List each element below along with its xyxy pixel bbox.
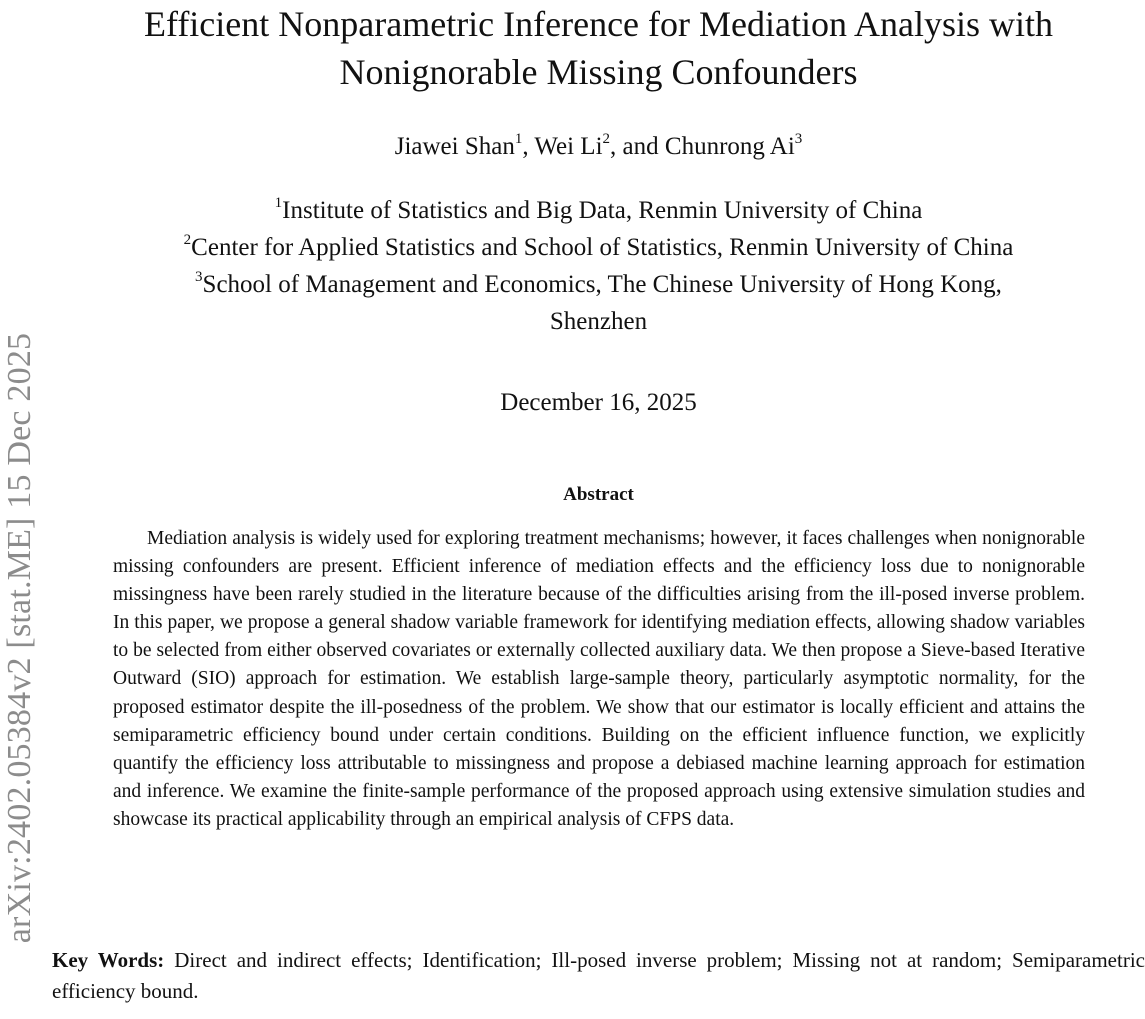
author-separator: , <box>522 133 535 160</box>
keywords-label: Key Words: <box>52 948 165 972</box>
arxiv-identifier-text: arXiv:2402.05384v2 [stat.ME] 15 Dec 2025 <box>1 332 38 944</box>
affiliation-continuation: Shenzhen <box>549 308 648 335</box>
paper-title-line-2: Nonignorable Missing Confounders <box>339 52 858 92</box>
affiliation-text: Center for Applied Statistics and School of Statistics, Renmin University of China <box>191 234 1014 261</box>
affiliation-number: 1 <box>274 195 283 211</box>
affiliation-list <box>52 192 1145 340</box>
affiliation-marker: 2 <box>602 131 611 147</box>
author-name: Wei Li <box>534 133 603 160</box>
paper-title <box>52 0 1145 96</box>
affiliation-number: 3 <box>195 269 203 285</box>
abstract-text: Mediation analysis is widely used for exploring treatment mechanisms; however, it faces challenges when nonignorable missing confounders are present. Efficient inference of mediation effects and the efficiency loss due to nonignorable missingness have been rarely studied in the literature because of the difficulties arising from the ill-posed inverse problem. In this paper, we propose a general shadow variable framework for identifying mediation effects, allowing shadow variables to be selected from either observed covariates or externally collected auxiliary data. We then propose a Sieve-based Iterative Outward (SIO) approach for estimation. We establish large-sample theory, particularly asymptotic normality, for the proposed estimator despite the ill-posedness of the problem. We show that our estimator is locally efficient and attains the semiparametric efficiency bound under certain conditions. Building on the efficient influence function, we explicitly quantify the efficiency loss attributable to missingness and propose a debiased machine learning approach for estimation and inference. We examine the finite-sample performance of the proposed approach using extensive simulation studies and showcase its practical applicability through an empirical analysis of CFPS data. <box>113 528 1085 830</box>
author-name: Jiawei Shan <box>394 133 515 160</box>
affiliation-marker: 1 <box>514 131 523 147</box>
author-separator: , and <box>610 133 665 160</box>
affiliation-marker: 3 <box>794 131 803 147</box>
affiliation-text: Institute of Statistics and Big Data, Renmin University of China <box>282 197 923 224</box>
affiliation-number: 2 <box>183 232 192 248</box>
affiliation-text: School of Management and Economics, The Chinese University of Hong Kong, <box>202 271 1002 298</box>
affiliation-item <box>52 192 1145 229</box>
keywords-text: Direct and indirect effects; Identification; Ill-posed inverse problem; Missing not at random; Semiparametric efficiency bound. <box>52 948 1145 1003</box>
affiliation-item <box>52 266 1145 303</box>
author-name: Chunrong Ai <box>664 133 795 160</box>
abstract-heading: Abstract <box>563 484 634 505</box>
keywords <box>52 945 1145 1007</box>
paper-title-line-1: Efficient Nonparametric Inference for Mediation Analysis with <box>143 4 1054 44</box>
author-list <box>52 130 1145 164</box>
affiliation-item <box>52 229 1145 266</box>
publication-date: December 16, 2025 <box>500 389 697 416</box>
